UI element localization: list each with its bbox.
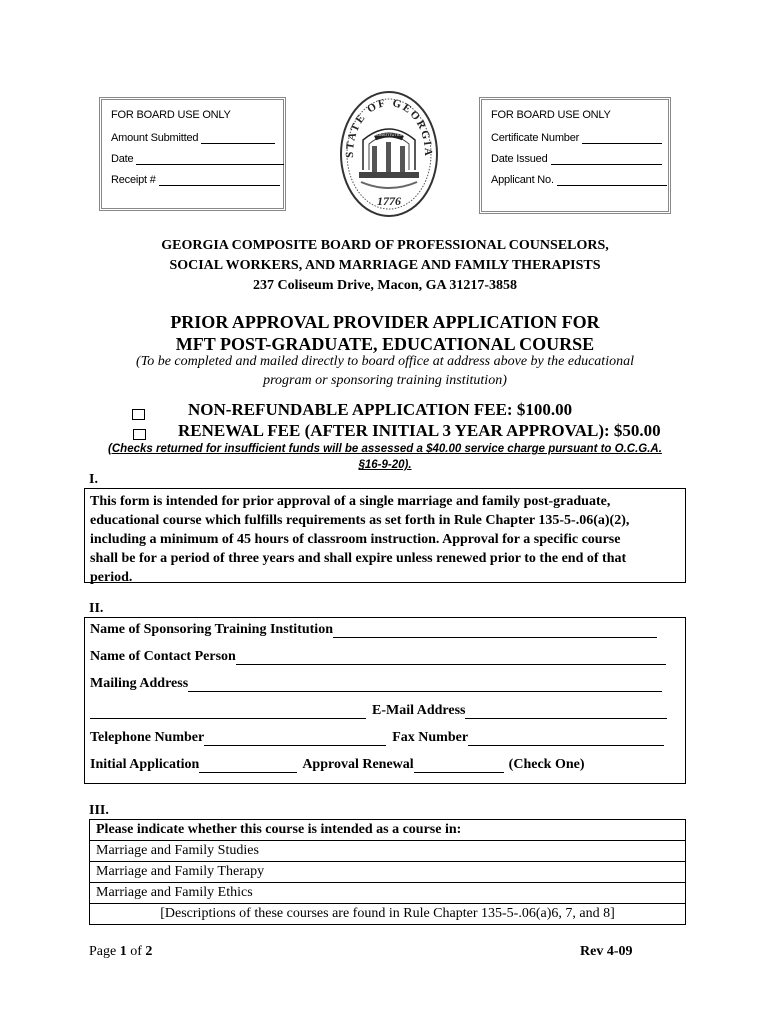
section-2-contact-form: [84, 617, 686, 784]
table-row: [90, 904, 686, 925]
telephone-field[interactable]: [204, 732, 386, 746]
amount-submitted-field[interactable]: [201, 133, 275, 144]
contact-row: [90, 649, 666, 665]
email-field[interactable]: [465, 705, 667, 719]
approval-renewal-label: Approval Renewal: [302, 757, 414, 772]
mailing-field[interactable]: [188, 678, 662, 692]
receipt-row: [111, 174, 280, 186]
receipt-field[interactable]: [159, 175, 280, 186]
table-row[interactable]: [90, 862, 686, 883]
mailing-row: [90, 676, 662, 692]
mailing-label: Mailing Address: [90, 676, 189, 691]
instructions-line2: program or sponsoring training institution): [263, 373, 507, 388]
date-issued-field[interactable]: [551, 154, 662, 165]
georgia-state-seal: [339, 90, 439, 218]
phone-fax-row: [90, 730, 664, 746]
contact-field[interactable]: [236, 651, 666, 665]
board-use-title: FOR BOARD USE ONLY: [111, 109, 231, 121]
course-option-therapy[interactable]: Marriage and Family Therapy: [90, 862, 686, 883]
section-2-number: II.: [89, 601, 104, 616]
applicant-no-label: Applicant No.: [491, 174, 554, 186]
board-use-title: FOR BOARD USE ONLY: [491, 109, 611, 121]
date-label: Date: [111, 153, 134, 165]
section-1-statement: [84, 488, 686, 583]
application-type-row: [90, 757, 585, 773]
amount-submitted-row: [111, 132, 275, 144]
statement-line: This form is intended for prior approval of a single marriage and family post-graduate,: [90, 494, 611, 509]
nsf-warning-line2: §16-9-20).: [358, 459, 412, 471]
statement-line: educational course which fulfills requirements as set forth in Rule Chapter 135-5-.06(a)(2),: [90, 513, 630, 528]
application-fee: NON-REFUNDABLE APPLICATION FEE: $100.00: [188, 400, 573, 419]
seal-top-text: STATE OF GEORGIA: [343, 96, 435, 158]
form-title-line1: PRIOR APPROVAL PROVIDER APPLICATION FOR: [170, 312, 600, 332]
form-title-line2: MFT POST-GRADUATE, EDUCATIONAL COURSE: [175, 334, 595, 354]
board-use-box-right: [479, 97, 671, 214]
table-row: [90, 820, 686, 841]
table-row[interactable]: [90, 883, 686, 904]
statement-line: including a minimum of 45 hours of classroom instruction. Approval for a specific course: [90, 532, 621, 547]
receipt-label: Receipt #: [111, 174, 156, 186]
institution-row: [90, 622, 657, 638]
certificate-number-row: [491, 132, 662, 144]
date-issued-row: [491, 153, 662, 165]
board-address: 237 Coliseum Drive, Macon, GA 31217-3858: [252, 278, 518, 293]
seal-year: 1776: [377, 194, 401, 208]
date-issued-label: Date Issued: [491, 153, 548, 165]
initial-application-label: Initial Application: [90, 757, 200, 772]
amount-submitted-label: Amount Submitted: [111, 132, 199, 144]
initial-application-field[interactable]: [199, 759, 297, 773]
board-name-line2: SOCIAL WORKERS, AND MARRIAGE AND FAMILY THERAPISTS: [169, 258, 601, 273]
page-total: 2: [145, 944, 153, 959]
course-description-note: [Descriptions of these courses are found in Rule Chapter 135-5-.06(a)6, 7, and 8]: [90, 904, 686, 925]
statement-line: period.: [90, 570, 133, 585]
date-field[interactable]: [136, 154, 284, 165]
page-number: [89, 944, 152, 960]
application-fee-checkbox[interactable]: [132, 409, 145, 420]
course-option-ethics[interactable]: Marriage and Family Ethics: [90, 883, 686, 904]
renewal-fee-checkbox[interactable]: [133, 429, 146, 440]
page-current: 1: [119, 944, 127, 959]
institution-field[interactable]: [333, 624, 657, 638]
seal-banner-text: CONSTITUTION: [374, 132, 404, 137]
nsf-warning-line1: (Checks returned for insufficient funds will be assessed a $40.00 service charge pursuant to O.C.G.A.: [108, 443, 662, 455]
board-name-line1: GEORGIA COMPOSITE BOARD OF PROFESSIONAL COUNSELORS,: [161, 238, 609, 253]
applicant-no-row: [491, 174, 667, 186]
table-row[interactable]: [90, 841, 686, 862]
section-1-number: I.: [89, 472, 98, 487]
applicant-no-field[interactable]: [557, 175, 667, 186]
renewal-fee: RENEWAL FEE (AFTER INITIAL 3 YEAR APPROVAL): $50.00: [178, 421, 661, 440]
page-prefix: Page: [89, 944, 120, 959]
check-one-note: (Check One): [508, 757, 585, 772]
section-3-number: III.: [89, 803, 109, 818]
address-email-row: [90, 703, 667, 719]
date-row: [111, 153, 284, 165]
page-of: of: [126, 944, 146, 959]
board-use-box-left: [99, 97, 286, 211]
telephone-label: Telephone Number: [90, 730, 205, 745]
instructions-line1: (To be completed and mailed directly to board office at address above by the educational: [136, 354, 634, 369]
fax-label: Fax Number: [392, 730, 469, 745]
revision-label: Rev 4-09: [580, 944, 633, 959]
certificate-number-label: Certificate Number: [491, 132, 580, 144]
mailing-field-line2[interactable]: [90, 705, 366, 719]
course-option-studies[interactable]: Marriage and Family Studies: [90, 841, 686, 862]
approval-renewal-field[interactable]: [414, 759, 504, 773]
course-type-table: [89, 819, 686, 925]
statement-line: shall be for a period of three years and shall expire unless renewed prior to the end of that: [90, 551, 627, 566]
email-label: E-Mail Address: [372, 703, 466, 718]
institution-label: Name of Sponsoring Training Institution: [90, 622, 333, 637]
course-type-heading: Please indicate whether this course is intended as a course in:: [90, 820, 686, 841]
contact-label: Name of Contact Person: [90, 649, 236, 664]
fax-field[interactable]: [468, 732, 664, 746]
certificate-number-field[interactable]: [582, 133, 662, 144]
